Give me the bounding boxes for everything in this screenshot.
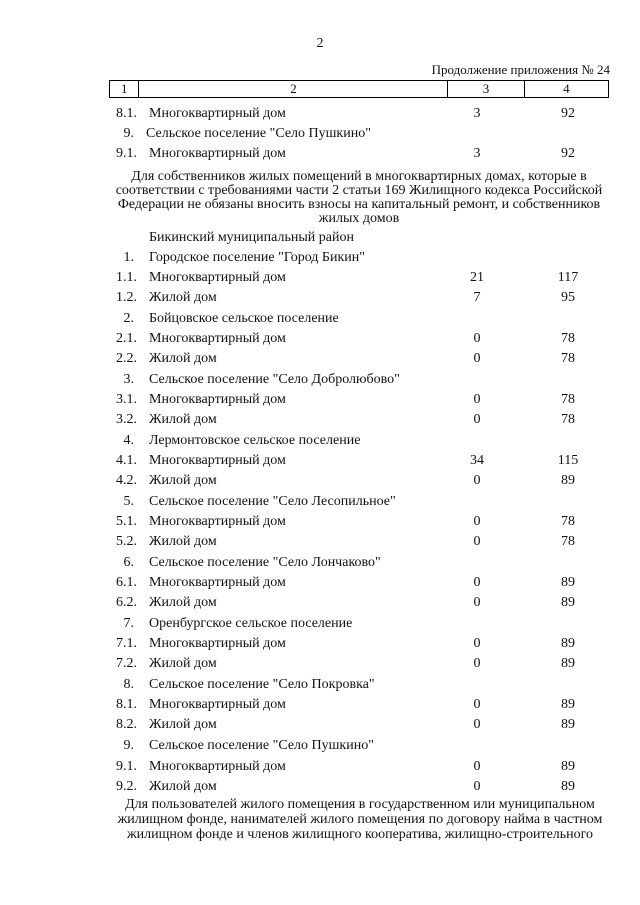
page-number: 2 [316,36,324,51]
row-value-4: 89 [561,779,575,794]
row-name: Жилой дом [149,534,217,549]
row-name: Жилой дом [149,779,217,794]
row-value-4: 78 [561,331,575,346]
row-name: Многоквартирный дом [149,514,286,529]
row-value-3: 0 [473,636,481,651]
section-number: 3. [123,372,134,387]
section-number: 6. [123,555,134,570]
row-number: 6.1. [116,575,137,590]
row-name: Жилой дом [149,656,217,671]
row-number: 7.1. [116,636,137,651]
section-row [0,555,640,575]
row-number: 2.2. [116,351,137,366]
table-row [0,453,640,473]
section-row [0,311,640,331]
row-value-3: 0 [473,514,481,529]
section-name: Лермонтовское сельское поселение [149,433,361,448]
row-name: Жилой дом [149,595,217,610]
table-row [0,351,640,371]
row-value-4: 78 [561,514,575,529]
row-value-4: 78 [561,351,575,366]
row-value-3: 34 [470,453,484,468]
table-row [0,759,640,779]
table-row [0,270,640,290]
section-row [0,738,640,758]
row-value-3: 3 [473,106,481,121]
row-name: Жилой дом [149,351,217,366]
row-value-3: 0 [473,697,481,712]
intro-paragraph: Для собственников жилых помещений в многоквартирных домах, которые в соответствии с требованиями части 2 статьи 169 Жилищного кодекса Российской Федерации не обязаны вносить взносы на капитальный ремонт, и собственников жилых домов [115,169,603,226]
column-header-4: 4 [524,81,608,98]
district-heading [0,230,640,250]
section-number: 7. [123,616,134,631]
row-value-4: 78 [561,534,575,549]
row-value-4: 78 [561,412,575,427]
row-name: Жилой дом [149,717,217,732]
row-number: 1.2. [116,290,137,305]
table-row [0,534,640,554]
row-number: 2.1. [116,331,137,346]
row-number: 6.2. [116,595,137,610]
table-row [0,146,640,166]
column-header-table [109,80,609,98]
table-row [0,595,640,615]
section-name: Городское поселение "Город Бикин" [149,250,365,265]
row-number: 9.1. [116,759,137,774]
table-row [0,779,640,799]
table-row [0,106,640,126]
row-value-3: 0 [473,779,481,794]
table-row [0,331,640,351]
row-value-3: 0 [473,717,481,732]
row-value-3: 0 [473,473,481,488]
row-name: Жилой дом [149,412,217,427]
row-value-4: 92 [561,146,575,161]
row-number: 4.1. [116,453,137,468]
row-value-4: 89 [561,595,575,610]
section-name: Сельское поселение "Село Лесопильное" [149,494,396,509]
row-name: Многоквартирный дом [149,146,286,161]
section-row [0,433,640,453]
row-number: 9.1. [116,146,137,161]
row-name: Многоквартирный дом [149,331,286,346]
row-value-4: 95 [561,290,575,305]
table-row [0,473,640,493]
row-value-4: 92 [561,106,575,121]
row-value-3: 7 [473,290,481,305]
table-row [0,412,640,432]
section-number: 2. [123,311,134,326]
row-name: Многоквартирный дом [149,453,286,468]
section-name: Сельское поселение "Село Пушкино" [149,738,374,753]
row-value-4: 89 [561,697,575,712]
row-number: 7.2. [116,656,137,671]
table-row [0,392,640,412]
row-number: 3.1. [116,392,137,407]
table-row [0,717,640,737]
section-number: 8. [123,677,134,692]
row-name: Многоквартирный дом [149,270,286,285]
row-value-3: 21 [470,270,484,285]
row-name: Многоквартирный дом [149,106,286,121]
table-row [0,514,640,534]
column-header-3: 3 [448,81,524,98]
section-number: 4. [123,433,134,448]
row-value-4: 89 [561,656,575,671]
section-number: 5. [123,494,134,509]
row-value-3: 0 [473,534,481,549]
row-name: Многоквартирный дом [149,392,286,407]
column-header-1: 1 [110,81,139,98]
row-name: Жилой дом [149,473,217,488]
section-name: Сельское поселение "Село Лончаково" [149,555,381,570]
table-row [0,656,640,676]
row-number: 5.2. [116,534,137,549]
row-value-4: 89 [561,636,575,651]
row-value-4: 117 [557,270,579,285]
row-number: 4.2. [116,473,137,488]
section-row [0,126,640,146]
row-value-3: 0 [473,759,481,774]
section-row [0,677,640,697]
row-value-3: 0 [473,331,481,346]
row-number: 5.1. [116,514,137,529]
row-value-3: 0 [473,351,481,366]
row-value-3: 0 [473,595,481,610]
section-row [0,250,640,270]
row-value-4: 78 [561,392,575,407]
section-row [0,494,640,514]
row-value-4: 89 [561,759,575,774]
row-value-3: 3 [473,146,481,161]
section-name: Сельское поселение "Село Пушкино" [146,126,371,141]
row-name: Многоквартирный дом [149,697,286,712]
table-row [0,575,640,595]
section-number: 1. [123,250,134,265]
row-value-4: 89 [561,717,575,732]
row-value-4: 89 [561,575,575,590]
row-value-3: 0 [473,412,481,427]
row-name: Многоквартирный дом [149,636,286,651]
section-number: 9. [123,738,134,753]
section-name: Сельское поселение "Село Покровка" [149,677,375,692]
section-row [0,372,640,392]
section-name: Бойцовское сельское поселение [149,311,339,326]
row-value-3: 0 [473,392,481,407]
row-number: 1.1. [116,270,137,285]
section-name: Сельское поселение "Село Добролюбово" [149,372,400,387]
row-name: Многоквартирный дом [149,575,286,590]
row-number: 9.2. [116,779,137,794]
table-row [0,290,640,310]
row-number: 8.1. [116,106,137,121]
row-value-3: 0 [473,656,481,671]
row-value-4: 89 [561,473,575,488]
column-header-2: 2 [139,81,448,98]
row-name: Жилой дом [149,290,217,305]
section-row [0,616,640,636]
row-value-3: 0 [473,575,481,590]
district-name: Бикинский муниципальный район [149,230,354,245]
section-name: Оренбургское сельское поселение [149,616,353,631]
section-number: 9. [123,126,134,141]
continuation-label: Продолжение приложения № 24 [431,62,610,77]
row-number: 3.2. [116,412,137,427]
row-number: 8.2. [116,717,137,732]
table-row [0,636,640,656]
row-name: Многоквартирный дом [149,759,286,774]
row-value-4: 115 [557,453,579,468]
table-row [0,697,640,717]
footer-paragraph: Для пользователей жилого помещения в государственном или муниципальном жилищном фонде, нанимателей жилого помещения по договору найма в частном жилищном фонде и членов жилищного кооператива, жилищно-строительного [117,797,603,842]
row-number: 8.1. [116,697,137,712]
